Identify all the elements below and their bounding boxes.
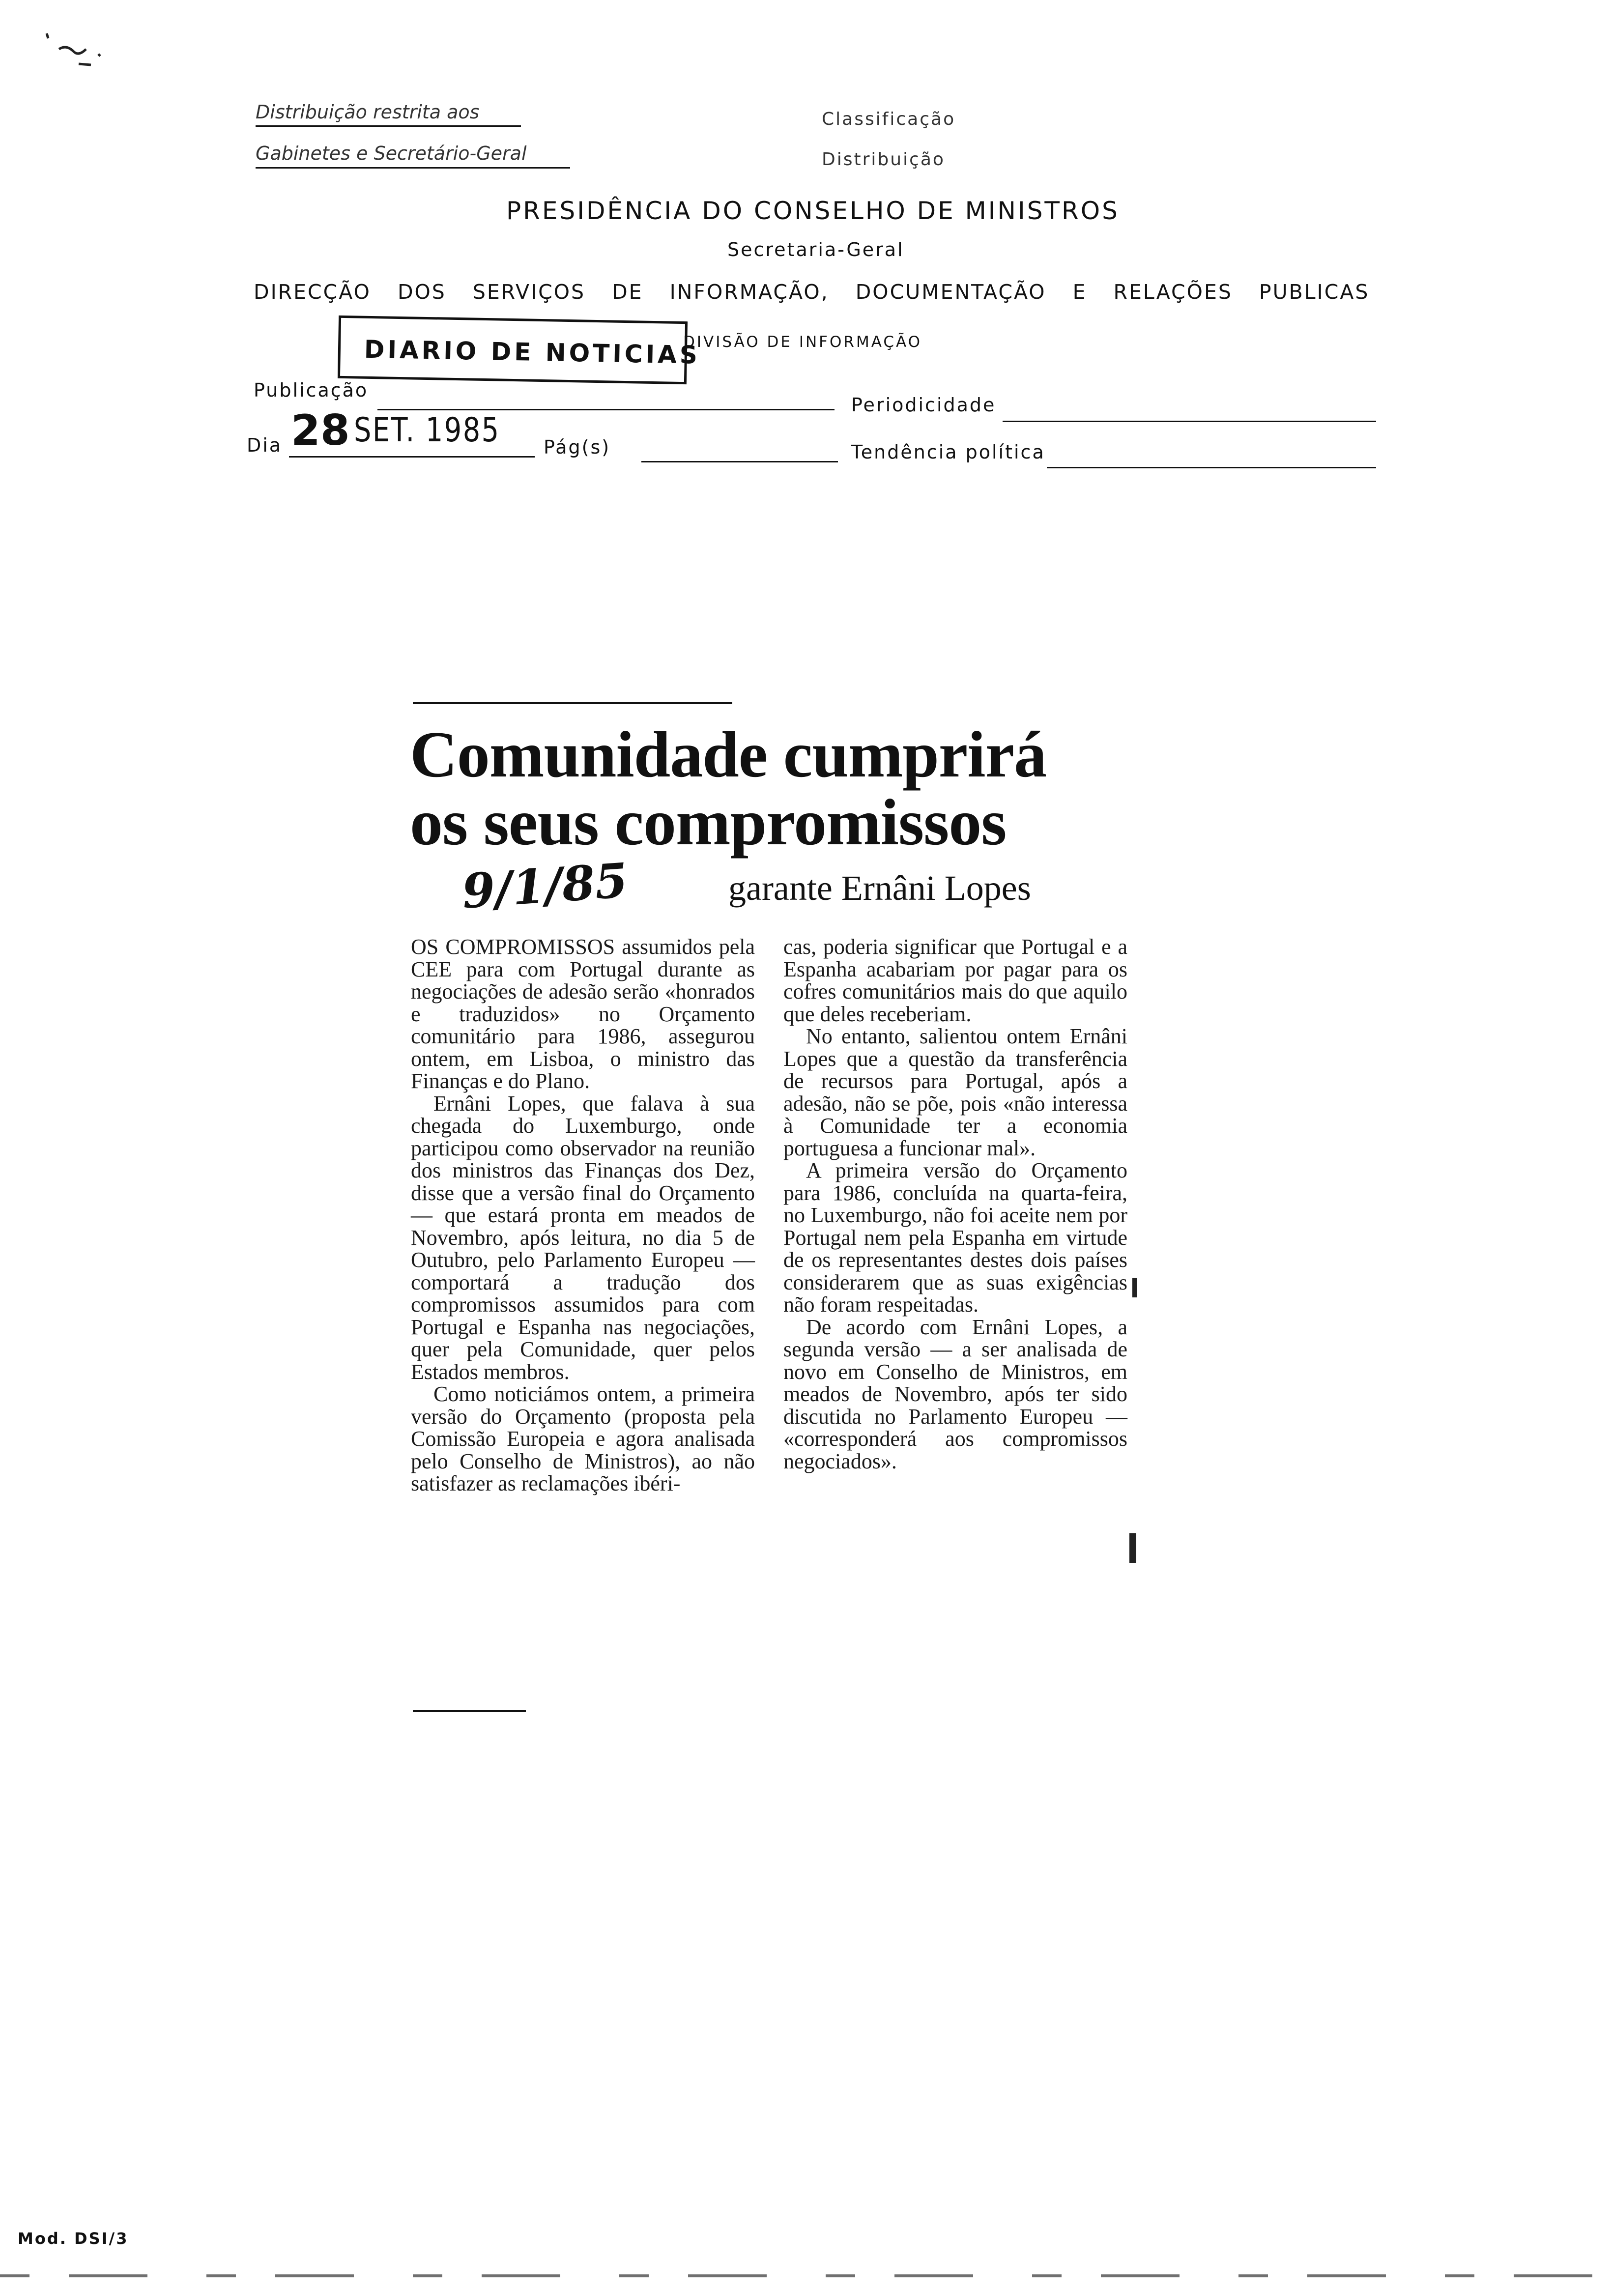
distribution-note xyxy=(256,101,531,123)
stamp-text: DIARIO DE NOTICIAS xyxy=(364,335,701,370)
right-paragraph-4: De acordo com Ernâni Lopes, a segunda versão — a ser analisada de novo em Conselho de Ministros, em meados de Novembro, após ter sido discutida no Parlamento Europeu — «corresponderá aos compromissos negociados». xyxy=(783,1315,1127,1473)
right-paragraph-3: A primeira versão do Orçamento para 1986, concluída na quarta-feira, no Luxemburgo, não foi aceite nem por Portugal nem pela Espanha em virtude de os representantes destes dois países considerarem que as suas exigências não foram respeitadas. xyxy=(783,1158,1127,1317)
tendency-line[interactable] xyxy=(1047,467,1376,468)
clipping-edge-mark xyxy=(1129,1533,1136,1563)
pages-label: Pág(s) xyxy=(544,436,611,458)
date-day: 28 xyxy=(291,406,350,455)
distribution-note2 xyxy=(256,143,560,164)
classification-label: Classificação xyxy=(822,109,956,129)
left-paragraph-1: OS COMPROMISSOS assumidos pela CEE para com Portugal durante as negociações de adesão serão «honrados e traduzidos» no Orçamento comunitário para 1986, assegurou ontem, em Lisboa, o ministro das Finanças e do Plano. xyxy=(411,935,755,1093)
right-paragraph-1: cas, poderia significar que Portugal e a Espanha acabariam por pagar para os cofres comunitários mais do que aquilo que deles receberiam. xyxy=(783,935,1127,1026)
headline-line2: os seus compromissos xyxy=(410,786,1007,859)
publication-label: Publicação xyxy=(254,379,369,401)
distribution-line2: Gabinetes e Secretário-Geral xyxy=(256,143,527,164)
left-paragraph-3: Como noticiámos ontem, a primeira versão do Orçamento (proposta pela Comissão Europeia e agora analisada pelo Conselho de Ministros), ao não satisfazer as reclamações ibéri- xyxy=(411,1382,755,1495)
clipping-edge-mark xyxy=(1132,1278,1137,1297)
article-left-column xyxy=(411,936,755,1495)
date-label: Dia xyxy=(247,434,283,456)
bottom-scan-edge xyxy=(0,2274,1612,2277)
left-paragraph-2: Ernâni Lopes, que falava à sua chegada do Luxemburgo, onde participou como observador na reunião dos ministros das Finanças dos Dez, disse que a versão final do Orçamento — que estará pronta em meados de Novembro, após leitura, no dia 5 de Outubro, pelo Parlamento Europeu — comportará a tradução dos compromissos assumidos para com Portugal e Espanha nas negociações, quer pela Comunidade, quer pelos Estados membros. xyxy=(411,1091,755,1384)
secretariat-title: Secretaria-Geral xyxy=(727,239,904,260)
subheadline: garante Ernâni Lopes xyxy=(728,868,1031,908)
distribution-underline1 xyxy=(256,125,521,127)
directorate-title: DIRECÇÃO DOS SERVIÇOS DE INFORMAÇÃO, DOCUMENTAÇÃO E RELAÇÕES PUBLICAS xyxy=(254,280,1370,304)
institution-title: PRESIDÊNCIA DO CONSELHO DE MINISTROS xyxy=(506,197,1120,225)
distribution-underline2 xyxy=(256,167,570,169)
right-paragraph-2: No entanto, salientou ontem Ernâni Lopes que a questão da transferência de recursos para Portugal, após a adesão, não se põe, pois «não interessa à Comunidade ter a economia portuguesa a funcionar mal». xyxy=(783,1024,1127,1160)
division-title: DIVISÃO DE INFORMAÇÃO xyxy=(683,333,922,351)
corner-mark xyxy=(44,29,108,74)
newspaper-stamp xyxy=(338,316,701,384)
clipping-top-rule xyxy=(413,702,732,704)
handwritten-annotation: 9/1/85 xyxy=(460,852,630,919)
clipping-bottom-rule xyxy=(413,1710,526,1712)
headline-line1: Comunidade cumprirá xyxy=(410,718,1047,791)
tendency-label: Tendência política xyxy=(851,441,1045,463)
date-stamp: SET. 1985 xyxy=(354,411,500,450)
distribution-line1: Distribuição restrita aos xyxy=(256,101,480,123)
pages-line[interactable] xyxy=(641,461,838,462)
date-line[interactable] xyxy=(289,456,535,458)
corner-scribble xyxy=(44,29,108,74)
publication-line[interactable] xyxy=(377,409,835,410)
article-right-column xyxy=(783,936,1127,1472)
article-clipping xyxy=(408,698,1160,1730)
model-code: Mod. DSI/3 xyxy=(18,2229,129,2248)
distribution-label: Distribuição xyxy=(822,149,945,170)
periodicity-line[interactable] xyxy=(1003,421,1376,422)
periodicity-label: Periodicidade xyxy=(851,394,996,416)
